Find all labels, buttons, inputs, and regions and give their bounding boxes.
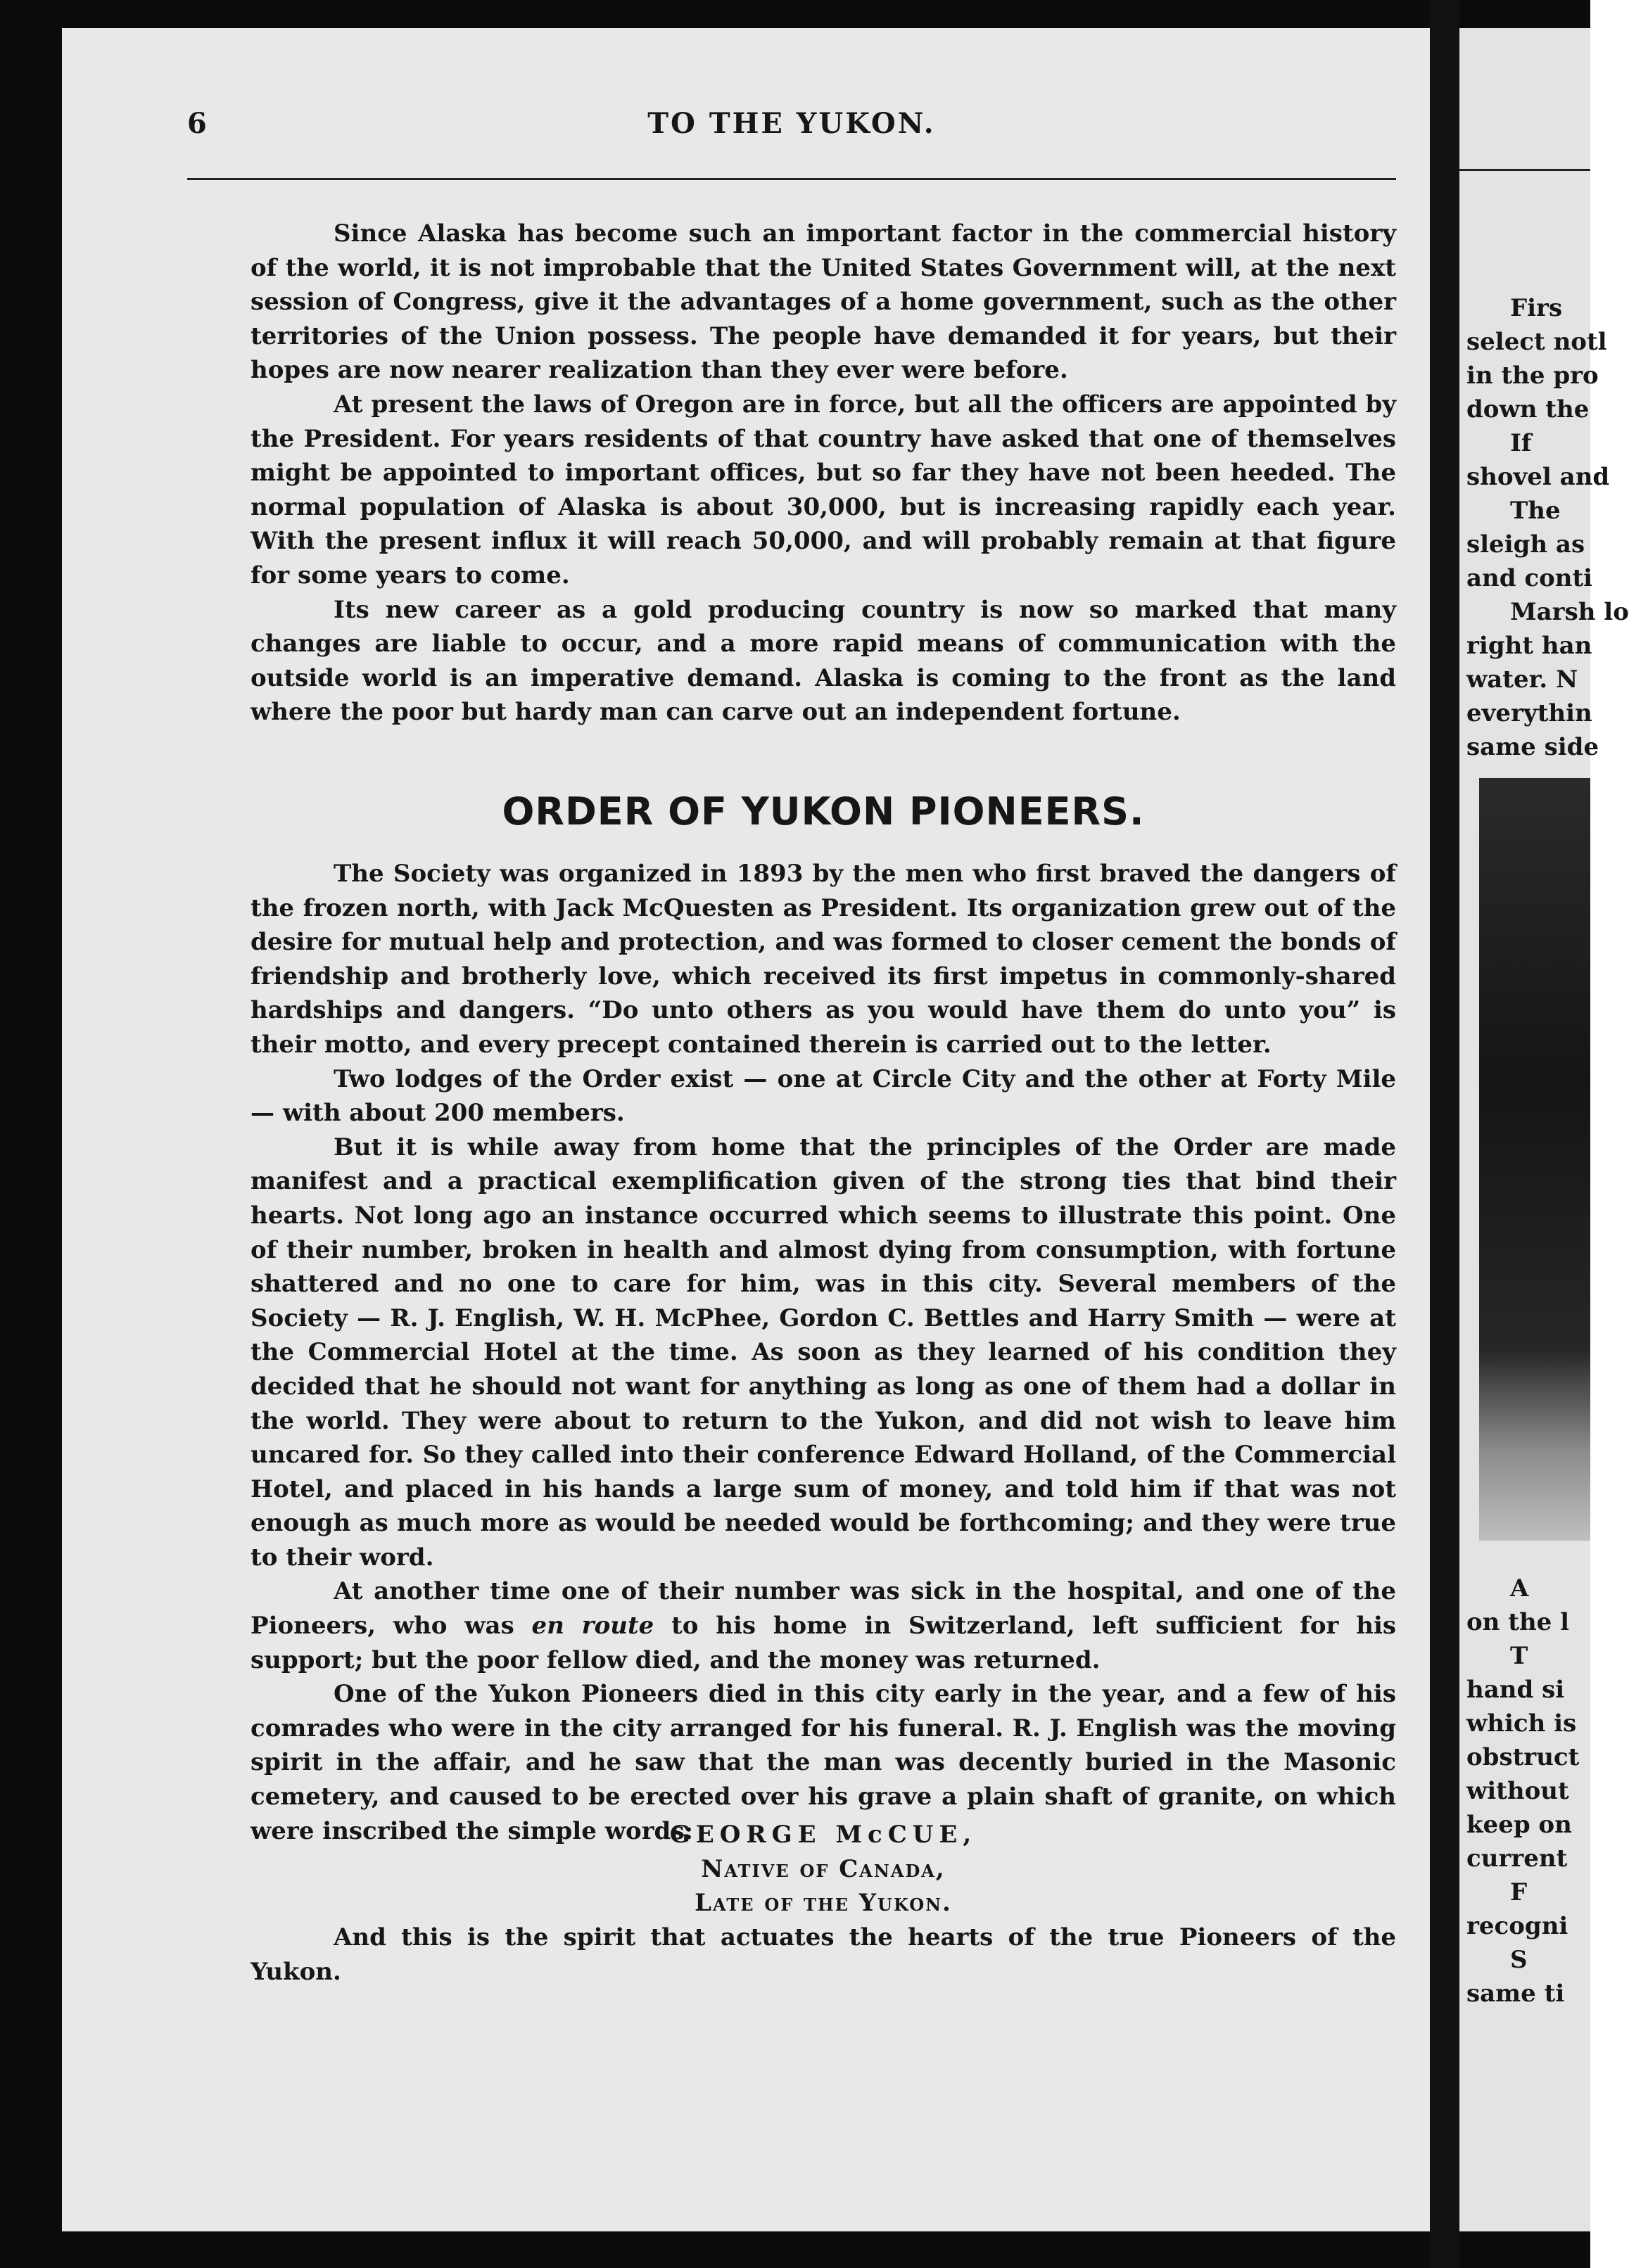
running-header	[187, 107, 1396, 149]
paragraph-hospital	[251, 1574, 1396, 1677]
adjacent-bottom-line: obstruct	[1466, 1743, 1580, 1771]
scan-border-bottom	[0, 2231, 1590, 2268]
adjacent-bottom-line: which is	[1466, 1709, 1577, 1738]
adjacent-bottom-line: recogni	[1466, 1912, 1568, 1940]
adjacent-top-line: Marsh lo	[1510, 598, 1629, 626]
adjacent-top-line: Firs	[1510, 294, 1563, 322]
paragraph-two-lodges: Two lodges of the Order exist — one at Circle City and the other at Forty Mile — with about 200 members.	[251, 1064, 1396, 1128]
paragraph-funeral: One of the Yukon Pioneers died in this city early in the year, and a few of his comrades who were in the city arranged for his funeral. R. J. English was the moving spirit in the affair, and he saw that the man was decently buried in the Masonic cemetery, and caused to be erected over his grave a plain shaft of granite, on which were inscribed the simple words:	[251, 1680, 1396, 1845]
adjacent-top-line: shovel and	[1466, 463, 1610, 491]
scan-border-top	[0, 0, 1590, 28]
adjacent-page-photo	[1479, 778, 1590, 1541]
adjacent-top-line: same side	[1466, 733, 1599, 761]
hospital-italic-phrase: en route	[531, 1612, 654, 1641]
adjacent-page-rule	[1459, 169, 1590, 171]
paragraph-closing: And this is the spirit that actuates the hearts of the true Pioneers of the Yukon.	[251, 1923, 1396, 1986]
hospital-text-after: to his home in Switzerland, left sufficient for his support; but the poor fellow died, and the money was returned.	[251, 1612, 1397, 1674]
adjacent-top-line: The	[1510, 497, 1561, 525]
adjacent-top-line: If	[1510, 429, 1532, 457]
paragraph-oregon-laws: At present the laws of Oregon are in force, but all the officers are appointed by the President. For years residents of that country have asked that one of themselves might be appointed to important offices, but so far they have not been heeded. The normal population of Alaska is about 30,000, but is increasing rapidly each year. With the present influx it will reach 50,000, and will probably remain at that figure for some years to come.	[251, 390, 1396, 590]
paragraph-principles: But it is while away from home that the principles of the Order are made manifest and a practical exemplification given of the strong ties that bind their hearts. Not long ago an instance occurred which seems to illustrate this point. One of their number, broken in health and almost dying from consumption, with fortune shattered and no one to care for him, was in this city. Several members of the Society — R. J. English, W. H. McPhee, Gordon C. Bettles and Harry Smith — were at the Commercial Hotel at the time. As soon as they learned of his condition they decided that he should not want for anything as long as one of them had a dollar in the world. They were about to return to the Yukon, and did not wish to leave him uncared for. So they called into their conference Edward Holland, of the Commercial Hotel, and placed in his hands a large sum of money, and told him if that was not enough as much more as would be needed would be forthcoming; and they were true to their word.	[251, 1133, 1396, 1572]
adjacent-bottom-line: keep on	[1466, 1811, 1572, 1839]
adjacent-top-line: everythin	[1466, 699, 1592, 727]
adjacent-bottom-line: without	[1466, 1777, 1569, 1805]
inscription-origin: Native of Canada,	[701, 1854, 946, 1883]
paragraph-society-organized: The Society was organized in 1893 by the men who first braved the dangers of the frozen north, with Jack McQuesten as President. Its organization grew out of the desire for mutual help and protection, and was formed to closer cement the bonds of friendship and brotherly love, which received its first impetus in commonly-shared hardships and dangers. “Do unto others as you would have them do unto you” is their motto, and every precept contained therein is carried out to the letter.	[251, 860, 1396, 1059]
inscription-late: Late of the Yukon.	[695, 1889, 952, 1918]
adjacent-top-line: down the	[1466, 395, 1590, 423]
section-text-block	[251, 857, 1396, 1848]
adjacent-page	[1459, 28, 1629, 2231]
adjacent-top-line: select notl	[1466, 328, 1607, 356]
adjacent-top-line: water. N	[1466, 665, 1578, 694]
closing-text-block	[251, 1920, 1396, 1989]
adjacent-top-line: and conti	[1466, 564, 1593, 592]
adjacent-top-line: in the pro	[1466, 362, 1599, 390]
adjacent-bottom-line: A	[1510, 1574, 1529, 1603]
adjacent-bottom-line: S	[1510, 1946, 1528, 1974]
grave-inscription	[251, 1818, 1396, 1920]
adjacent-bottom-line: hand si	[1466, 1676, 1565, 1704]
adjacent-bottom-line: on the l	[1466, 1608, 1570, 1636]
adjacent-bottom-line: same ti	[1466, 1980, 1565, 2008]
section-heading: ORDER OF YUKON PIONEERS.	[502, 789, 1145, 834]
adjacent-bottom-line: F	[1510, 1878, 1528, 1906]
adjacent-top-line: right han	[1466, 632, 1592, 660]
intro-text-block	[251, 217, 1396, 730]
paragraph-gold-career: Its new career as a gold producing country is now so marked that many changes are liable to occur, and a more rapid means of communication with the outside world is an imperative demand. Alaska is coming to the front as the land where the poor but hardy man can carve out an independent fortune.	[251, 595, 1396, 727]
adjacent-top-line: sleigh as	[1466, 530, 1585, 559]
scan-border-left	[0, 0, 62, 2268]
paragraph-alaska-government: Since Alaska has become such an important factor in the commercial history of the world, it is not improbable that the United States Government will, at the next session of Congress, give it the advantages of a home government, such as the other territories of the Union possess. The people have demanded it for years, but their hopes are now nearer realization than they ever were before.	[251, 219, 1396, 385]
page-number: 6	[187, 107, 207, 140]
inscription-name: GEORGE McCUE,	[669, 1821, 977, 1849]
hospital-text-before: At another time one of their number was sick in the hospital, and one of the Pioneers, who was	[251, 1577, 1396, 1641]
header-rule	[187, 178, 1396, 180]
running-title: TO THE YUKON.	[647, 107, 936, 140]
adjacent-bottom-line: current	[1466, 1845, 1568, 1873]
adjacent-bottom-line: T	[1510, 1642, 1528, 1670]
page-gutter	[1430, 0, 1459, 2268]
